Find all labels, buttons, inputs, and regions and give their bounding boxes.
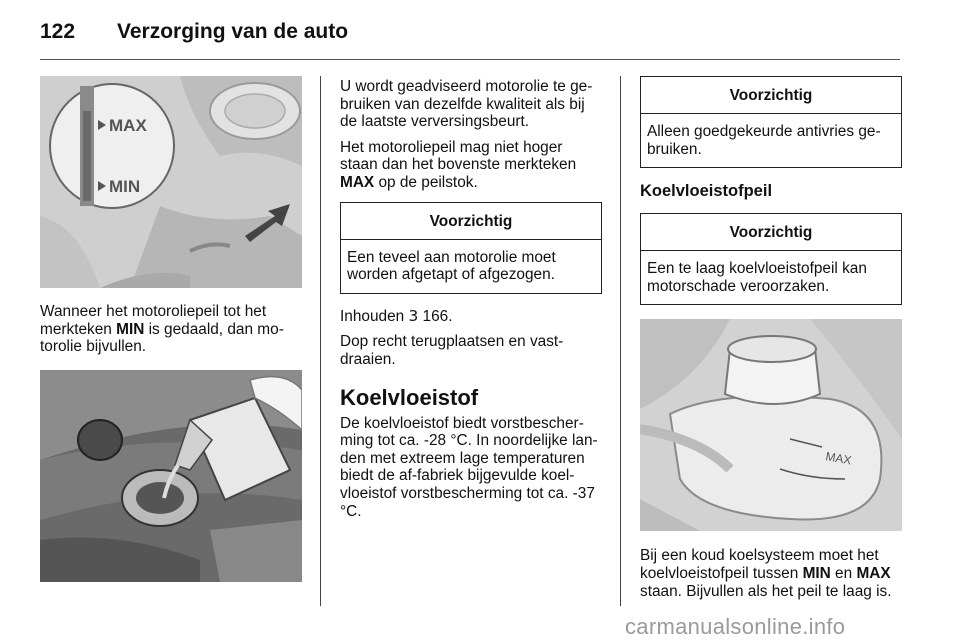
oil-max-paragraph: Het motoroliepeil mag niet hoger staan dan het bovenste merkteken MAX op de peilstok. (340, 138, 577, 191)
column-1 (40, 76, 302, 582)
caution-title: Voorzichtig (641, 214, 901, 251)
min-mark-label: MIN (109, 177, 141, 196)
column-divider-2 (620, 76, 621, 606)
page-number: 122 (40, 20, 76, 43)
coolant-level-paragraph: Bij een koud koelsysteem moet het koelvloeistofpeil tussen MIN en MAX staan. Bijvullen als het peil te laag is. (640, 547, 892, 600)
page-reference-icon: 3 (408, 306, 419, 325)
caution-text: Alleen goedgekeurde antivries gebruiken. (647, 123, 881, 158)
subheading-coolant-level: Koelvloeistofpeil (640, 182, 773, 201)
header-divider (40, 59, 900, 60)
caution-title: Voorzichtig (341, 203, 601, 240)
caution-box-coolant-level (640, 213, 902, 305)
page-title: Verzorging van de auto (117, 20, 349, 43)
column-3 (640, 76, 902, 608)
capacity-paragraph: Inhouden 3 166. (340, 306, 453, 325)
cap-paragraph: Dop recht terugplaatsen en vastdraaien. (340, 333, 564, 368)
caution-box-antifreeze (640, 76, 902, 168)
max-mark-label: MAX (109, 116, 147, 135)
section-heading-coolant: Koelvloeistof (340, 384, 479, 410)
dipstick-illustration (40, 76, 302, 288)
caution-box-oil (340, 202, 602, 294)
oil-level-paragraph: Wanneer het motoroliepeil tot het merkteken MIN is gedaald, dan motorolie bijvullen. (40, 303, 284, 356)
coolant-paragraph: De koelvloeistof biedt vorstbescherming tot ca. -28 °C. In noordelijke landen met extreem lage temperaturen biedt de af-fabriek bijgevulde koelvloeistof vorstbescherming tot ca. -37 °C. (340, 414, 598, 520)
column-2 (340, 76, 602, 528)
oil-filling-illustration (40, 370, 302, 582)
coolant-reservoir-illustration (640, 319, 902, 531)
column-divider-1 (320, 76, 321, 606)
caution-title: Voorzichtig (641, 77, 901, 114)
caution-text: Een teveel aan motorolie moet worden afgetapt of afgezogen. (347, 248, 556, 284)
page-header (40, 14, 920, 54)
watermark: carmanualsonline.info (625, 614, 846, 639)
reservoir-max-label: MAX (824, 449, 853, 468)
caution-text: Een te laag koelvloeistofpeil kan motorschade veroorzaken. (647, 260, 867, 295)
oil-quality-paragraph: U wordt geadviseerd motorolie te gebruiken van dezelfde kwaliteit als bij de laatste verversingsbeurt. (340, 78, 593, 131)
